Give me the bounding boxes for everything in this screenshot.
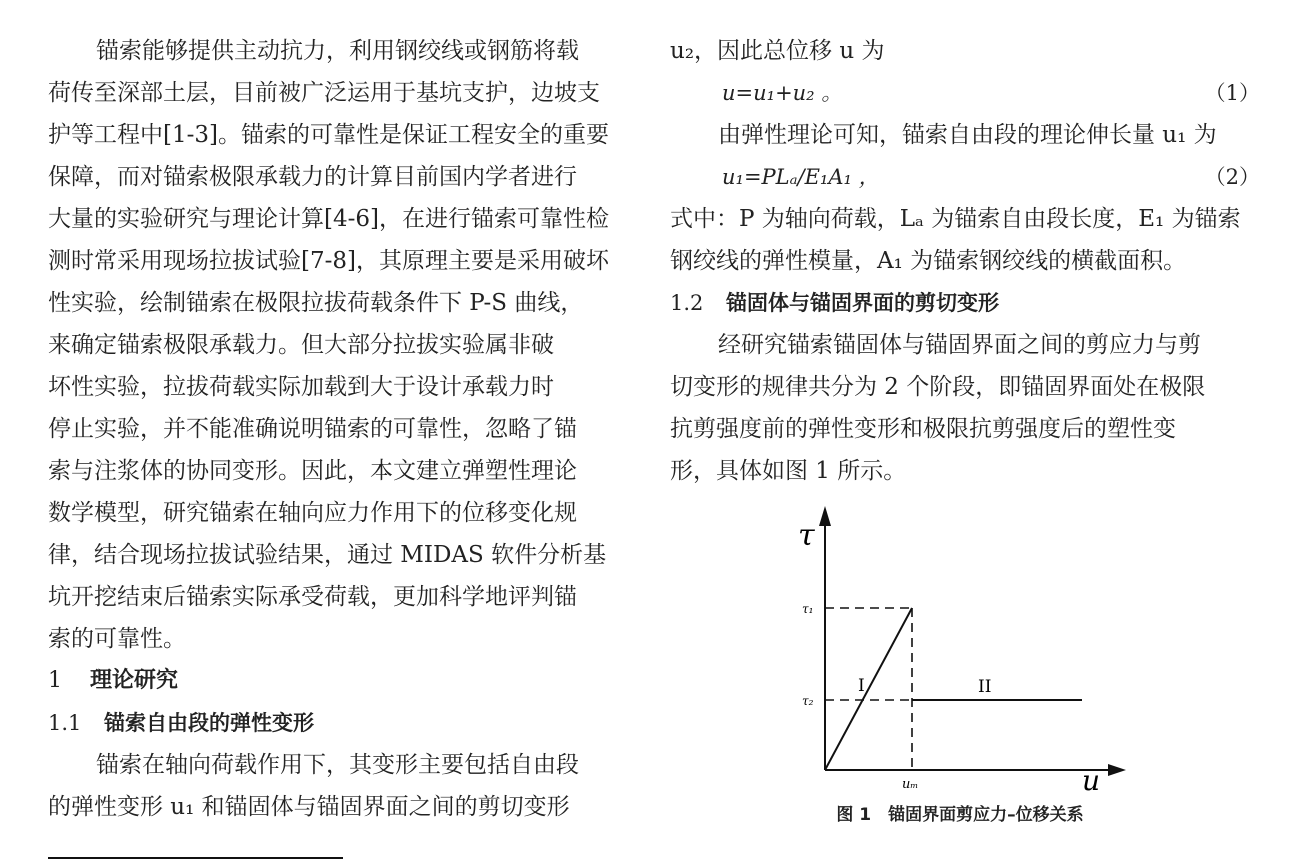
- x-axis-arrow: [1108, 764, 1126, 776]
- paragraph-line: 的弹性变形 u₁ 和锚固体与锚固界面之间的剪切变形: [48, 794, 570, 820]
- paragraph-line: 停止实验，并不能准确说明锚索的可靠性，忽略了锚: [48, 416, 577, 442]
- paragraph-line: 大量的实验研究与理论计算[4-6]，在进行锚索可靠性检: [48, 206, 609, 232]
- paragraph-line: 形，具体如图 1 所示。: [670, 458, 907, 484]
- subsection-title: 锚索自由段的弹性变形: [104, 711, 314, 735]
- paragraph-line: 律，结合现场拉拔试验结果，通过 MIDAS 软件分析基: [48, 542, 607, 568]
- paragraph-line: 索与注浆体的协同变形。因此，本文建立弹塑性理论: [48, 458, 577, 484]
- section-number: 1: [48, 668, 62, 693]
- figure-caption: 图 1 锚固界面剪应力–位移关系: [836, 805, 1084, 825]
- subsection-heading: [670, 282, 1260, 324]
- paragraph-line: 荷传至深部土层，目前被广泛运用于基坑支护，边坡支: [48, 80, 600, 106]
- paragraph-line: 锚索在轴向荷载作用下，其变形主要包括自由段: [96, 752, 579, 778]
- equation-number: （1）: [1204, 81, 1260, 105]
- subsection-number: 1.1: [48, 711, 82, 735]
- paragraph-line: 保障，而对锚索极限承载力的计算目前国内学者进行: [48, 164, 577, 190]
- paragraph-line: 由弹性理论可知，锚索自由段的理论伸长量 u₁ 为: [718, 122, 1217, 148]
- paragraph-line: 数学模型，研究锚索在轴向应力作用下的位移变化规: [48, 500, 577, 526]
- paragraph-line: 护等工程中[1-3]。锚索的可靠性是保证工程安全的重要: [48, 122, 609, 148]
- section-title: 理论研究: [90, 668, 179, 693]
- equation-text: u₁=PLₐ/E₁A₁ ，: [722, 165, 880, 189]
- right-column: [670, 30, 1260, 492]
- paragraph-line: 切变形的规律共分为 2 个阶段，即锚固界面处在极限: [670, 374, 1206, 400]
- paragraph-line: 锚索能够提供主动抗力，利用钢绞线或钢筋将载: [96, 38, 579, 64]
- paragraph-line: 钢绞线的弹性模量，A₁ 为锚索钢绞线的横截面积。: [670, 248, 1187, 274]
- tau1-tick-label: τ₁: [802, 602, 814, 616]
- subsection-title: 锚固体与锚固界面的剪切变形: [726, 291, 999, 315]
- paragraph-line: 索的可靠性。: [48, 626, 186, 652]
- elastic-line: [825, 608, 912, 770]
- paragraph-line: 来确定锚索极限承载力。但大部分拉拔实验属非破: [48, 332, 554, 358]
- subsection-heading: [48, 702, 638, 744]
- paragraph-line: 经研究锚索锚固体与锚固界面之间的剪应力与剪: [718, 332, 1201, 358]
- equation-text: u=u₁+u₂ 。: [722, 81, 843, 105]
- left-column: [48, 30, 638, 828]
- paragraph-line: 坏性实验，拉拔荷载实际加载到大于设计承载力时: [48, 374, 554, 400]
- paragraph-line: u₂，因此总位移 u 为: [670, 38, 885, 64]
- x-axis-label: u: [1082, 764, 1101, 797]
- equation-number: （2）: [1204, 165, 1260, 189]
- paragraph-line: 测时常采用现场拉拔试验[7-8]，其原理主要是采用破坏: [48, 248, 609, 274]
- paragraph-line: 抗剪强度前的弹性变形和极限抗剪强度后的塑性变: [670, 416, 1176, 442]
- paragraph-line: 式中：P 为轴向荷载，Lₐ 为锚索自由段长度，E₁ 为锚索: [670, 206, 1241, 232]
- subsection-number: 1.2: [670, 291, 704, 315]
- equation-2: [670, 156, 1260, 198]
- y-axis-arrow: [819, 506, 831, 526]
- region-1-label: I: [858, 676, 865, 696]
- tau2-tick-label: τ₂: [802, 694, 814, 708]
- region-2-label: II: [978, 677, 992, 697]
- shear-displacement-figure: [790, 500, 1130, 810]
- y-axis-label: τ: [798, 518, 815, 553]
- footnote-rule: [48, 857, 343, 859]
- paragraph-line: 坑开挖结束后锚索实际承受荷载，更加科学地评判锚: [48, 584, 577, 610]
- paragraph-line: 性实验，绘制锚索在极限拉拔荷载条件下 P-S 曲线，: [48, 290, 584, 316]
- equation-1: [670, 72, 1260, 114]
- section-heading: [48, 660, 638, 702]
- um-tick-label: uₘ: [902, 777, 919, 792]
